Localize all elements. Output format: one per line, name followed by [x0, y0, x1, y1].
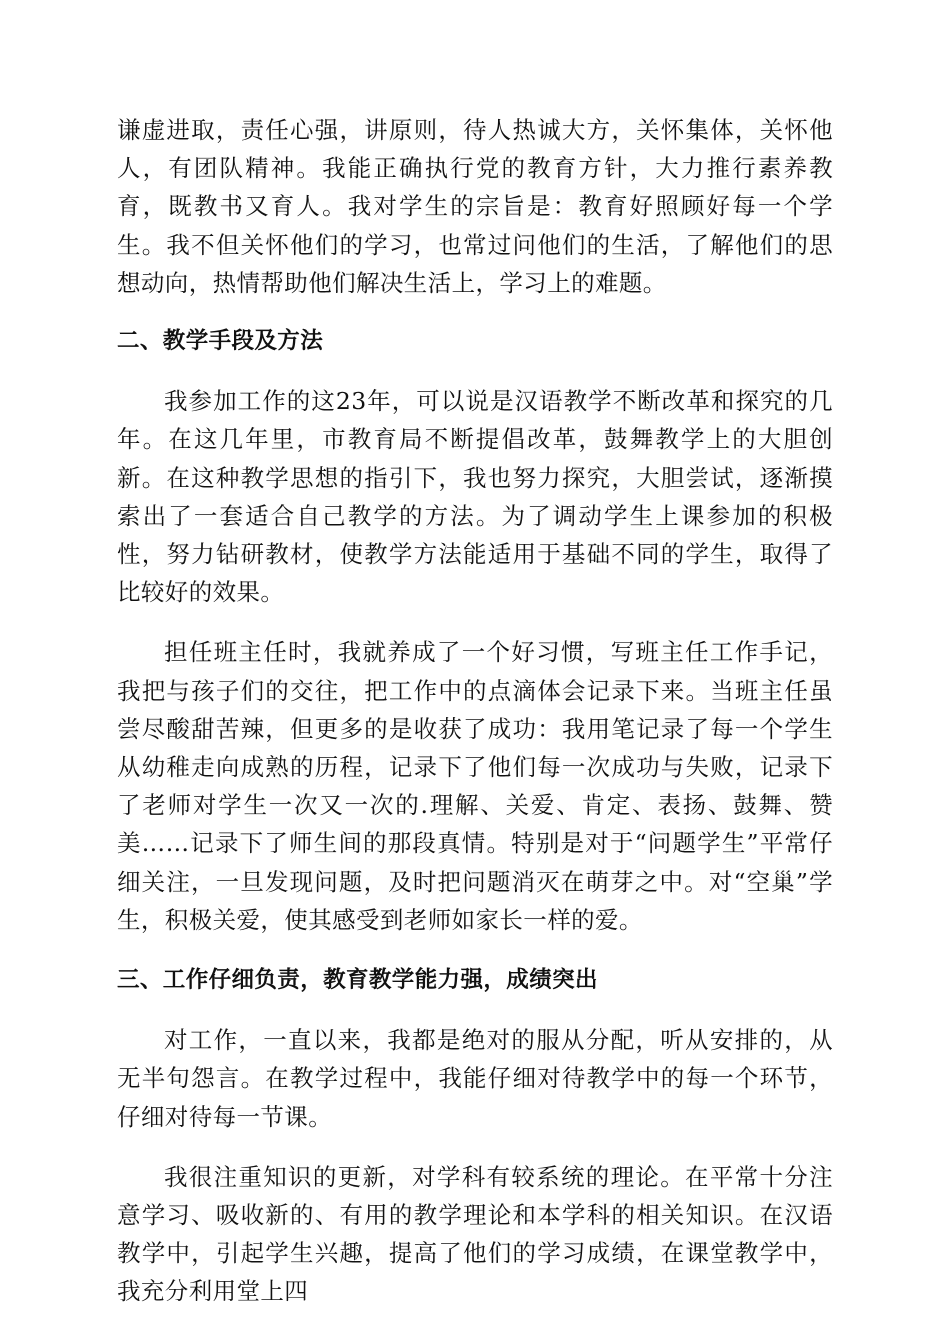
paragraph-class-teacher: 担任班主任时，我就养成了一个好习惯，写班主任工作手记，我把与孩子们的交往，把工作中的点滴体会记录下来。当班主任虽尝尽酸甜苦辣，但更多的是收获了成功：我用笔记录了每一个学生从幼稚走向成熟的历程，记录下了他们每一次成功与失败，记录下了老师对学生一次又一次的.理解、关爱、肯定、表扬、鼓舞、赞美……记录下了师生间的那段真情。特别是对于“问题学生”平常仔细关注，一旦发现问题，及时把问题消灭在萌芽之中。对“空巢”学生，积极关爱，使其感受到老师如家长一样的爱。	[117, 638, 833, 934]
section-heading-teaching-methods: 二、教学手段及方法	[117, 328, 324, 355]
paragraph-knowledge-update: 我很注重知识的更新，对学科有较系统的理论。在平常十分注意学习、吸收新的、有用的教学理论和本学科的相关知识。在汉语教学中，引起学生兴趣，提高了他们的学习成绩，在课堂教学中，我充分利用堂上四	[117, 1162, 833, 1306]
paragraph-work-obedience: 对工作，一直以来，我都是绝对的服从分配，听从安排的，从无半句怨言。在教学过程中，我能仔细对待教学中的每一个环节，仔细对待每一节课。	[117, 1026, 833, 1131]
paragraph-continuation: 谦虚进取，责任心强，讲原则，待人热诚大方，关怀集体，关怀他人，有团队精神。我能正确执行党的教育方针，大力推行素养教育，既教书又育人。我对学生的宗旨是：教育好照顾好每一个学生。我不但关怀他们的学习，也常过问他们的生活，了解他们的思想动向，热情帮助他们解决生活上，学习上的难题。	[117, 116, 833, 297]
document-body	[117, 111, 833, 1333]
paragraph-teaching-reform: 我参加工作的这23年，可以说是汉语教学不断改革和探究的几年。在这几年里，市教育局不断提倡改革，鼓舞教学上的大胆创新。在这种教学思想的指引下，我也努力探究，大胆尝试，逐渐摸索出了一套适合自己教学的方法。为了调动学生上课参加的积极性，努力钻研教材，使教学方法能适用于基础不同的学生，取得了比较好的效果。	[117, 387, 833, 607]
section-heading-work-attitude: 三、工作仔细负责，教育教学能力强，成绩突出	[117, 967, 598, 994]
